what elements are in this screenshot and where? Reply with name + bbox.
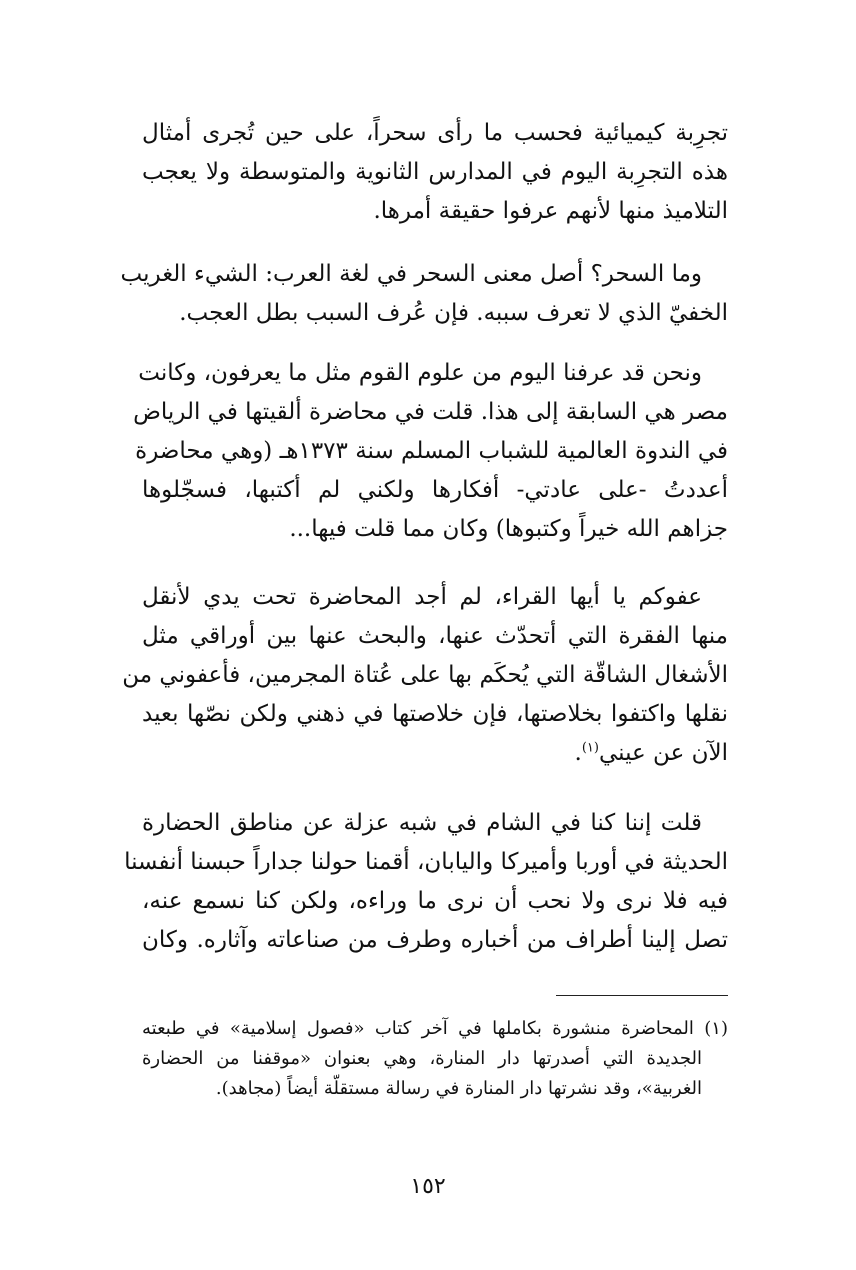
paragraph-line: التلاميذ منها لأنهم عرفوا حقيقة أمرها. xyxy=(373,198,728,224)
paragraph-line: تجرِبة كيميائية فحسب ما رأى سحراً، على حين تُجرى أمثال xyxy=(142,120,729,146)
paragraph-5 xyxy=(124,804,728,960)
paragraph-2 xyxy=(120,255,728,333)
paragraph-line: هذه التجرِبة اليوم في المدارس الثانوية والمتوسطة ولا يعجب xyxy=(142,159,728,185)
footnote-line: الغربية»، وقد نشرتها دار المنارة في رسالة مستقلّة أيضاً (مجاهد). xyxy=(215,1078,702,1099)
page-number: ١٥٢ xyxy=(410,1174,446,1199)
footnote-separator xyxy=(556,995,728,996)
paragraph-line: عفوكم يا أيها القراء، لم أجد المحاضرة تحت يدي لأنقل xyxy=(142,584,702,610)
paragraph-line: الحديثة في أوربا وأميركا واليابان، أقمنا حولنا جداراً حبسنا أنفسنا xyxy=(124,849,728,875)
paragraph-line: في الندوة العالمية للشباب المسلم سنة ١٣٧٣هـ (وهي محاضرة xyxy=(135,438,728,464)
paragraph-line: الأشغال الشاقّة التي يُحكَم بها على عُتاة المجرمين، فأعفوني من xyxy=(122,662,728,688)
paragraph-line: أعددتُ -على عادتي- أفكارها ولكني لم أكتبها، فسجّلوها xyxy=(142,477,728,503)
paragraph-4 xyxy=(122,578,728,773)
footnote xyxy=(142,1014,728,1104)
footnote-line: (١) المحاضرة منشورة بكاملها في آخر كتاب «فصول إسلامية» في طبعته xyxy=(142,1018,728,1039)
paragraph-line: جزاهم الله خيراً وكتبوها) وكان مما قلت فيها... xyxy=(289,516,728,542)
sentence-end: . xyxy=(574,740,582,766)
paragraph-line: مصر هي السابقة إلى هذا. قلت في محاضرة ألقيتها في الرياض xyxy=(133,399,728,425)
footnote-reference[interactable]: (١) xyxy=(581,740,599,756)
paragraph-line: منها الفقرة التي أتحدّث عنها، والبحث عنها بين أوراقي مثل xyxy=(142,623,728,649)
paragraph-line: ونحن قد عرفنا اليوم من علوم القوم مثل ما يعرفون، وكانت xyxy=(138,360,702,386)
paragraph-line: الخفيّ الذي لا تعرف سببه. فإن عُرف السبب بطل العجب. xyxy=(179,300,728,326)
paragraph-3 xyxy=(133,354,728,549)
footnote-line: الجديدة التي أصدرتها دار المنارة، وهي بعنوان «موقفنا من الحضارة xyxy=(142,1048,702,1069)
paragraph-line: قلت إننا كنا في الشام في شبه عزلة عن مناطق الحضارة xyxy=(142,810,702,836)
paragraph-1 xyxy=(142,114,728,231)
paragraph-line: فيه فلا نرى ولا نحب أن نرى ما وراءه، ولكن كنا نسمع عنه، xyxy=(142,888,728,914)
paragraph-line: نقلها واكتفوا بخلاصتها، فإن خلاصتها في ذهني ولكن نصّها بعيد xyxy=(142,701,728,727)
paragraph-line-text: الآن عن عيني xyxy=(598,740,728,766)
paragraph-line: وما السحر؟ أصل معنى السحر في لغة العرب: الشيء الغريب xyxy=(120,261,702,287)
paragraph-line xyxy=(142,734,728,773)
paragraph-line: تصل إلينا أطراف من أخباره وطرف من صناعاته وآثاره. وكان xyxy=(142,927,728,953)
